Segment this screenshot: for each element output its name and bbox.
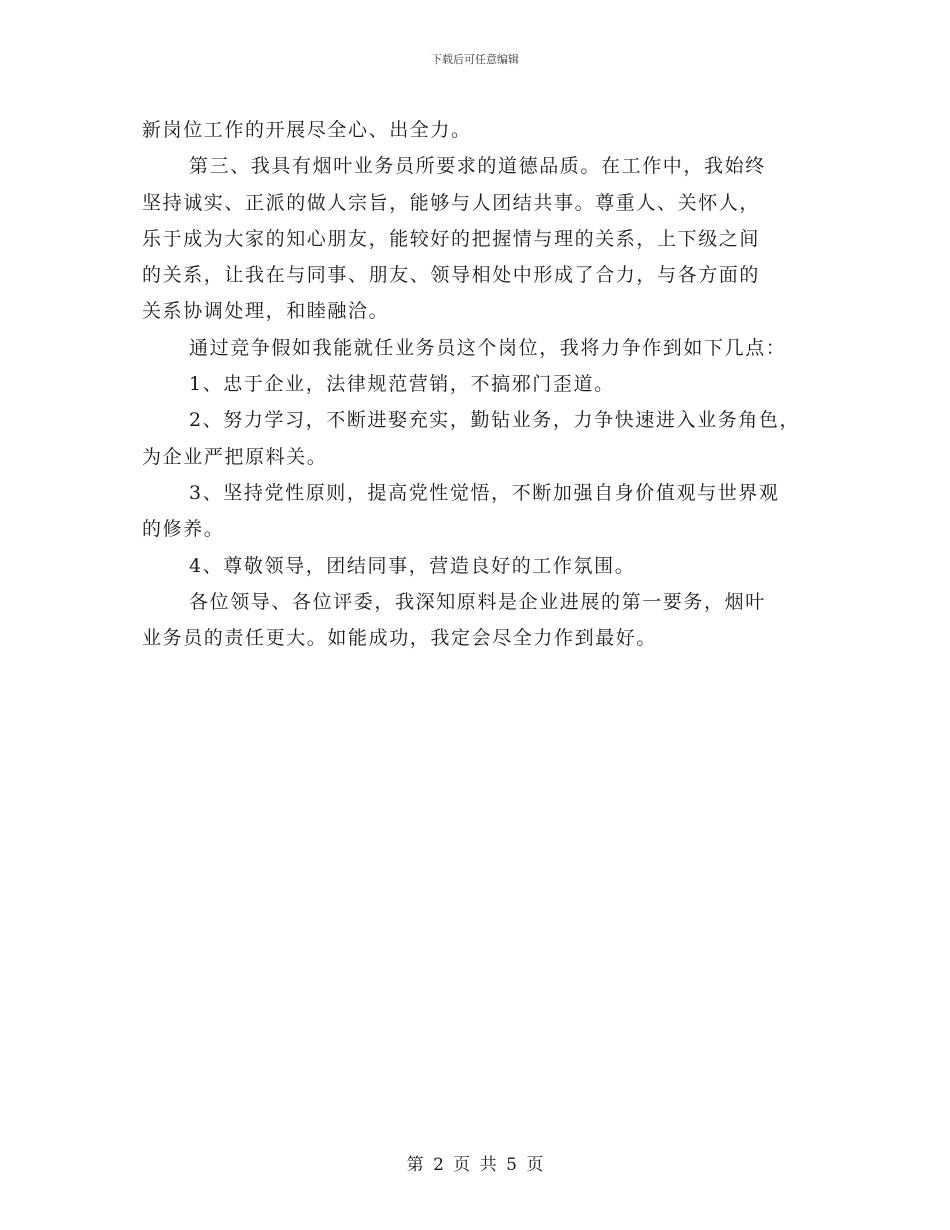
- text-line: 各位领导、各位评委，我深知原料是企业进展的第一要务，烟叶: [189, 590, 766, 613]
- list-item: 3、坚持党性原则，提高党性觉悟，不断加强自身价值观与世界观: [189, 481, 780, 504]
- list-item: 4、尊敬领导，团结同事，营造良好的工作氛围。: [189, 554, 636, 577]
- page-header: 下载后可任意编辑: [431, 53, 519, 66]
- text-line: 的关系，让我在与同事、朋友、领导相处中形成了合力，与各方面的: [142, 264, 761, 287]
- page-number: 第 2 页 共 5 页: [406, 1155, 544, 1175]
- text-line: 业务员的责任更大。如能成功，我定会尽全力作到最好。: [142, 627, 658, 650]
- list-item: 2、努力学习，不断进娶充实，勤钻业务，力争快速进入业务角色，: [189, 409, 801, 432]
- document-body: [142, 112, 822, 656]
- text-line: 第三、我具有烟叶业务员所要求的道德品质。在工作中，我始终: [189, 155, 766, 178]
- text-line: 通过竞争假如我能就任业务员这个岗位，我将力争作到如下几点：: [189, 336, 787, 359]
- text-line: 坚持诚实、正派的做人宗旨，能够与人团结共事。尊重人、关怀人，: [142, 191, 761, 214]
- text-line: 的修养。: [142, 518, 225, 541]
- text-line: 新岗位工作的开展尽全心、出全力。: [142, 119, 472, 141]
- text-line: 乐于成为大家的知心朋友，能较好的把握情与理的关系，上下级之间: [142, 227, 761, 250]
- text-line: 关系协调处理，和睦融洽。: [142, 300, 390, 323]
- list-item: 1、忠于企业，法律规范营销，不搞邪门歪道。: [189, 373, 615, 396]
- text-line: 为企业严把原料关。: [142, 445, 328, 468]
